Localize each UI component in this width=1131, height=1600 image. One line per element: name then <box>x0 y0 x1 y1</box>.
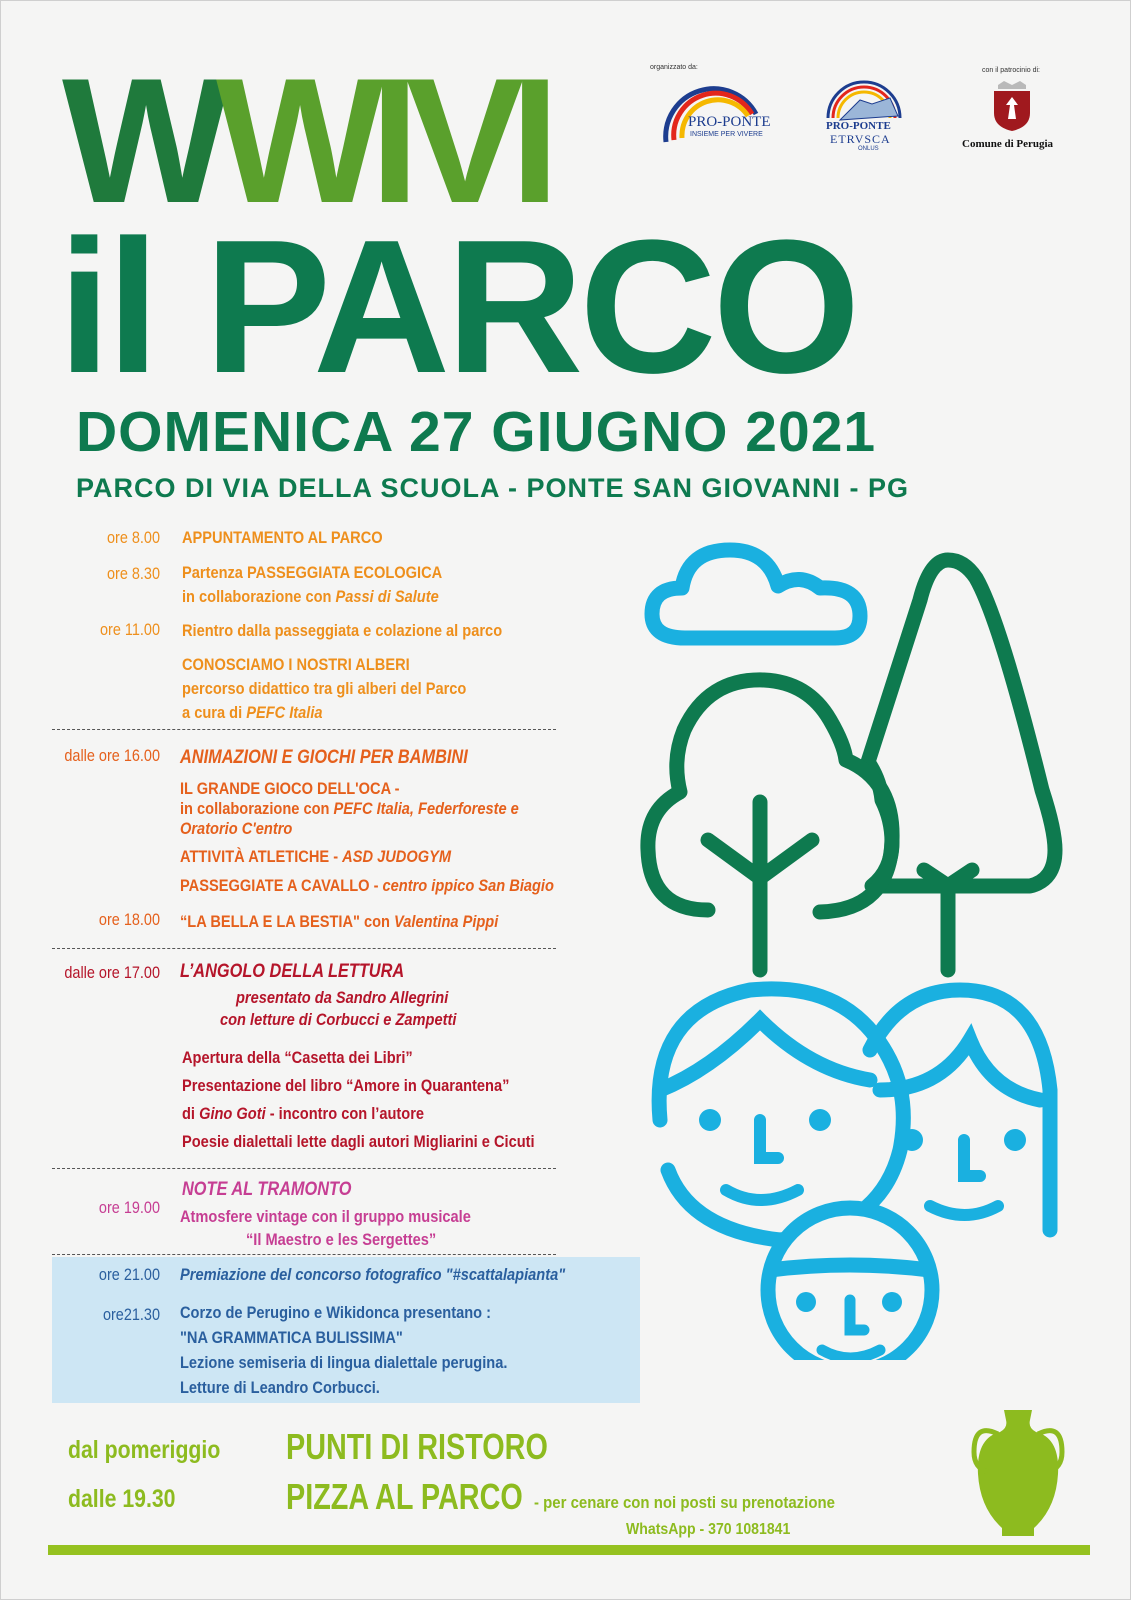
lettura-letture: con letture di Corbucci e Zampetti <box>220 1010 457 1029</box>
pro-ponte-tagline: INSIEME PER VIVERE <box>690 131 763 138</box>
atletiche-prefix: ATTIVITÀ ATLETICHE - <box>180 847 343 866</box>
footer-pomeriggio: dal pomeriggio <box>68 1436 221 1464</box>
time-21-00: ore 21.00 <box>98 1265 160 1284</box>
bella-bestia-title: “LA BELLA E LA BESTIA" con <box>180 912 395 931</box>
autore-prefix: di <box>182 1104 200 1123</box>
oca-collab-names: PEFC Italia, Federforeste e <box>333 799 519 818</box>
activity-appuntamento: APPUNTAMENTO AL PARCO <box>182 528 383 547</box>
activity-passeggiata-collab <box>182 585 439 609</box>
title-ivi: WIVI <box>216 41 546 240</box>
time-17-00: dalle ore 17.00 <box>64 963 160 982</box>
activity-cavallo <box>180 874 554 898</box>
activity-passeggiata: Partenza PASSEGGIATA ECOLOGICA <box>182 563 443 582</box>
pro-ponte-name: PRO-PONTE <box>688 114 771 130</box>
activity-alberi: CONOSCIAMO I NOSTRI ALBERI <box>182 655 410 674</box>
bella-bestia-artist: Valentina Pippi <box>394 912 499 931</box>
lettura-presentato: presentato da Sandro Allegrini <box>236 988 449 1007</box>
collab-prefix: in collaborazione con <box>182 587 336 606</box>
section-note-tramonto: NOTE AL TRAMONTO <box>182 1179 352 1200</box>
cavallo-name: centro ippico San Biagio <box>382 876 554 895</box>
divider <box>52 729 556 730</box>
cavallo-prefix: PASSEGGIATE A CAVALLO - <box>180 876 383 895</box>
time-11-00: ore 11.00 <box>100 620 160 639</box>
title-il-parco: il PARCO <box>58 201 857 413</box>
bottom-bar <box>48 1545 1090 1555</box>
activity-alberi-cura <box>182 701 323 725</box>
activity-gioco-oca: IL GRANDE GIOCO DELL'OCA - <box>180 779 400 798</box>
patronage-label: con il patrocinio di: <box>982 67 1040 74</box>
activity-atletiche <box>180 845 451 869</box>
activity-corzo: Corzo de Perugino e Wikidonca presentano : <box>180 1303 491 1322</box>
section-animazioni: ANIMAZIONI E GIOCHI PER BAMBINI <box>180 747 468 768</box>
time-8-00: ore 8.00 <box>106 528 160 547</box>
footer-whatsapp: WhatsApp - 370 1081841 <box>626 1521 791 1538</box>
activity-poesie: Poesie dialettali lette dagli autori Migliarini e Cicuti <box>182 1132 535 1151</box>
activity-atmosfere: Atmosfere vintage con il gruppo musicale <box>180 1207 471 1226</box>
etrusca-rainbow-icon <box>820 70 910 126</box>
pro-ponte-etrusca-logo <box>820 70 910 126</box>
amphora-icon <box>970 1408 1066 1538</box>
park-illustration <box>630 530 1100 1360</box>
child-face-icon <box>768 1208 932 1360</box>
activity-oratorio <box>180 817 292 841</box>
event-date: DOMENICA 27 GIUGNO 2021 <box>76 400 877 464</box>
activity-autore <box>182 1102 424 1126</box>
time-18-00: ore 18.00 <box>98 910 160 929</box>
comune-name: Comune di Perugia <box>962 138 1054 150</box>
organized-label: organizzato da: <box>650 64 698 71</box>
cura-prefix: a cura di <box>182 703 247 722</box>
time-16-00: dalle ore 16.00 <box>64 746 160 765</box>
divider <box>52 948 556 949</box>
autore-suffix: - incontro con l’autore <box>265 1104 425 1123</box>
divider <box>52 1254 556 1255</box>
footer-prenotazione: - per cenare con noi posti su prenotazione <box>534 1493 835 1512</box>
activity-letture: Letture di Leandro Corbucci. <box>180 1378 380 1397</box>
activity-casetta: Apertura della “Casetta dei Libri” <box>182 1048 413 1067</box>
etrusca-line1: PRO-PONTE <box>826 120 891 132</box>
footer-ristoro: PUNTI DI RISTORO <box>286 1426 548 1467</box>
oratorio-name: Oratorio C'entro <box>180 819 293 838</box>
title-w: W <box>62 41 217 240</box>
divider <box>52 1168 556 1169</box>
footer-pizza: PIZZA AL PARCO <box>286 1476 523 1517</box>
activity-rientro: Rientro dalla passeggiata e colazione al parco <box>182 621 503 640</box>
activity-lezione: Lezione semiseria di lingua dialettale perugina. <box>180 1353 508 1372</box>
time-19-00: ore 19.00 <box>98 1198 160 1217</box>
activity-alberi-desc: percorso didattico tra gli alberi del Parco <box>182 679 467 698</box>
coat-of-arms-icon <box>990 79 1034 133</box>
event-place: PARCO DI VIA DELLA SCUOLA - PONTE SAN GIOVANNI - PG <box>76 473 910 503</box>
autore-name: Gino Goti <box>199 1104 266 1123</box>
perugia-coat-of-arms <box>990 79 1034 133</box>
collab-name: Passi di Salute <box>335 587 439 606</box>
footer-orario: dalle 19.30 <box>68 1485 176 1513</box>
cloud-icon <box>652 550 860 638</box>
oca-collab-prefix: in collaborazione con <box>180 799 334 818</box>
time-8-30: ore 8.30 <box>106 564 160 583</box>
cura-name: PEFC Italia <box>246 703 323 722</box>
activity-libro: Presentazione del libro “Amore in Quarantena” <box>182 1076 510 1095</box>
etrusca-line2: ETRVSCA <box>830 132 891 146</box>
etrusca-line3: ONLUS <box>858 146 879 152</box>
time-21-30: ore21.30 <box>102 1305 160 1324</box>
atletiche-name: ASD JUDOGYM <box>342 847 452 866</box>
activity-bella-bestia <box>180 910 498 934</box>
activity-grammatica: "NA GRAMMATICA BULISSIMA" <box>180 1328 403 1347</box>
section-angolo-lettura: L’ANGOLO DELLA LETTURA <box>180 961 405 982</box>
activity-maestro: “Il Maestro e les Sergettes” <box>246 1230 437 1249</box>
activity-premiazione: Premiazione del concorso fotografico "#scattalapianta" <box>180 1265 566 1284</box>
